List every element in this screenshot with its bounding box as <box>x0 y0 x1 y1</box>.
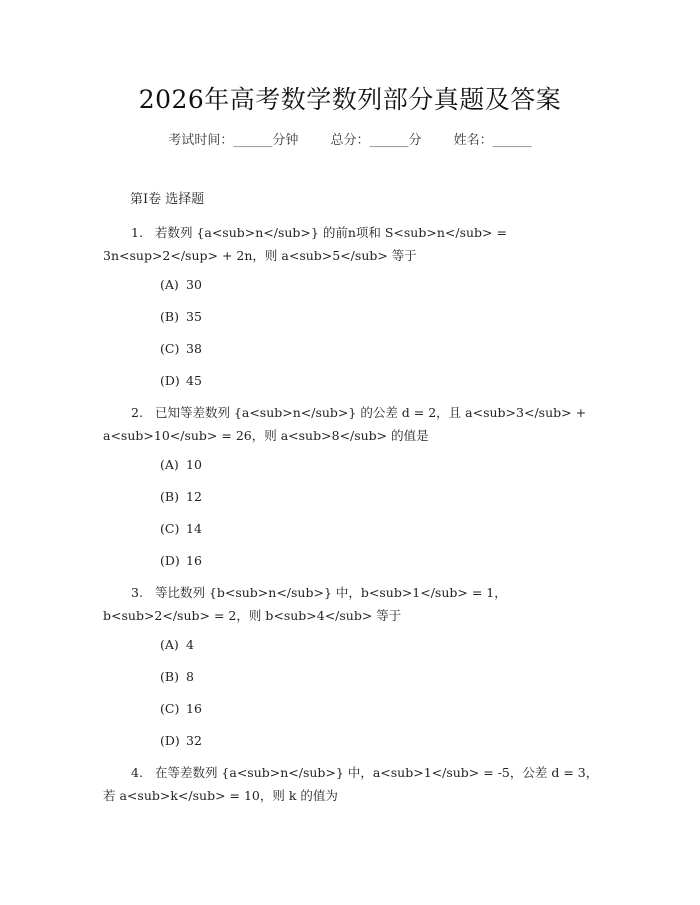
option-value: 8 <box>186 669 194 684</box>
option-label: (D) <box>160 733 180 748</box>
option-value: 38 <box>186 341 202 356</box>
question-text: 在等差数列 {a<sub>n</sub>} 中，a<sub>1</sub> = -5，公差 d = 3，若 a<sub>k</sub> = 10，则 k 的值为 <box>103 765 599 803</box>
option-label: (C) <box>160 701 180 716</box>
option-value: 35 <box>186 309 202 324</box>
option-label: (D) <box>160 373 180 388</box>
option-label: (C) <box>160 521 180 536</box>
question-2 <box>103 401 603 447</box>
question-number: 2. <box>131 405 143 420</box>
section-title: 第Ⅰ卷 选择题 <box>130 192 205 207</box>
option-label: (A) <box>160 637 179 652</box>
question-number: 1. <box>131 225 143 240</box>
question-text: 已知等差数列 {a<sub>n</sub>} 的公差 d = 2，且 a<sub>3</sub> + a<sub>10</sub> = 26，则 a<sub>8</sub> 的值是 <box>103 405 587 443</box>
total-score-field: 总分：______分 <box>330 133 422 148</box>
option-label: (B) <box>160 489 179 504</box>
option-value: 32 <box>186 733 202 748</box>
question-3-option-c <box>160 699 202 719</box>
student-name-field: 姓名：______ <box>453 133 532 148</box>
question-1-option-d <box>160 371 202 391</box>
option-value: 16 <box>186 553 202 568</box>
question-2-option-c <box>160 519 202 539</box>
option-value: 16 <box>186 701 202 716</box>
question-text: 若数列 {a<sub>n</sub>} 的前n项和 S<sub>n</sub> = 3n<sup>2</sup> + 2n，则 a<sub>5</sub> 等于 <box>103 225 507 263</box>
option-label: (B) <box>160 309 179 324</box>
question-1-option-c <box>160 339 202 359</box>
question-3-option-d <box>160 731 202 751</box>
option-label: (D) <box>160 553 180 568</box>
option-value: 4 <box>186 637 194 652</box>
option-value: 14 <box>186 521 202 536</box>
option-label: (C) <box>160 341 180 356</box>
question-number: 3. <box>131 585 143 600</box>
question-3 <box>103 581 603 627</box>
option-value: 30 <box>186 277 202 292</box>
option-label: (A) <box>160 277 179 292</box>
question-1-option-a <box>160 275 202 295</box>
question-number: 4. <box>131 765 143 780</box>
question-3-option-b <box>160 667 194 687</box>
exam-time-field: 考试时间：______分钟 <box>168 133 299 148</box>
option-label: (A) <box>160 457 179 472</box>
question-1-option-b <box>160 307 202 327</box>
question-3-option-a <box>160 635 194 655</box>
option-value: 45 <box>186 373 202 388</box>
exam-meta <box>0 131 700 151</box>
question-2-option-a <box>160 455 202 475</box>
option-value: 10 <box>186 457 202 472</box>
question-2-option-d <box>160 551 202 571</box>
option-value: 12 <box>186 489 202 504</box>
option-label: (B) <box>160 669 179 684</box>
question-4 <box>103 761 603 807</box>
question-2-option-b <box>160 487 202 507</box>
question-1 <box>103 221 603 267</box>
page-title: 2026年高考数学数列部分真题及答案 <box>138 85 562 114</box>
question-text: 等比数列 {b<sub>n</sub>} 中，b<sub>1</sub> = 1，b<sub>2</sub> = 2，则 b<sub>4</sub> 等于 <box>103 585 507 623</box>
